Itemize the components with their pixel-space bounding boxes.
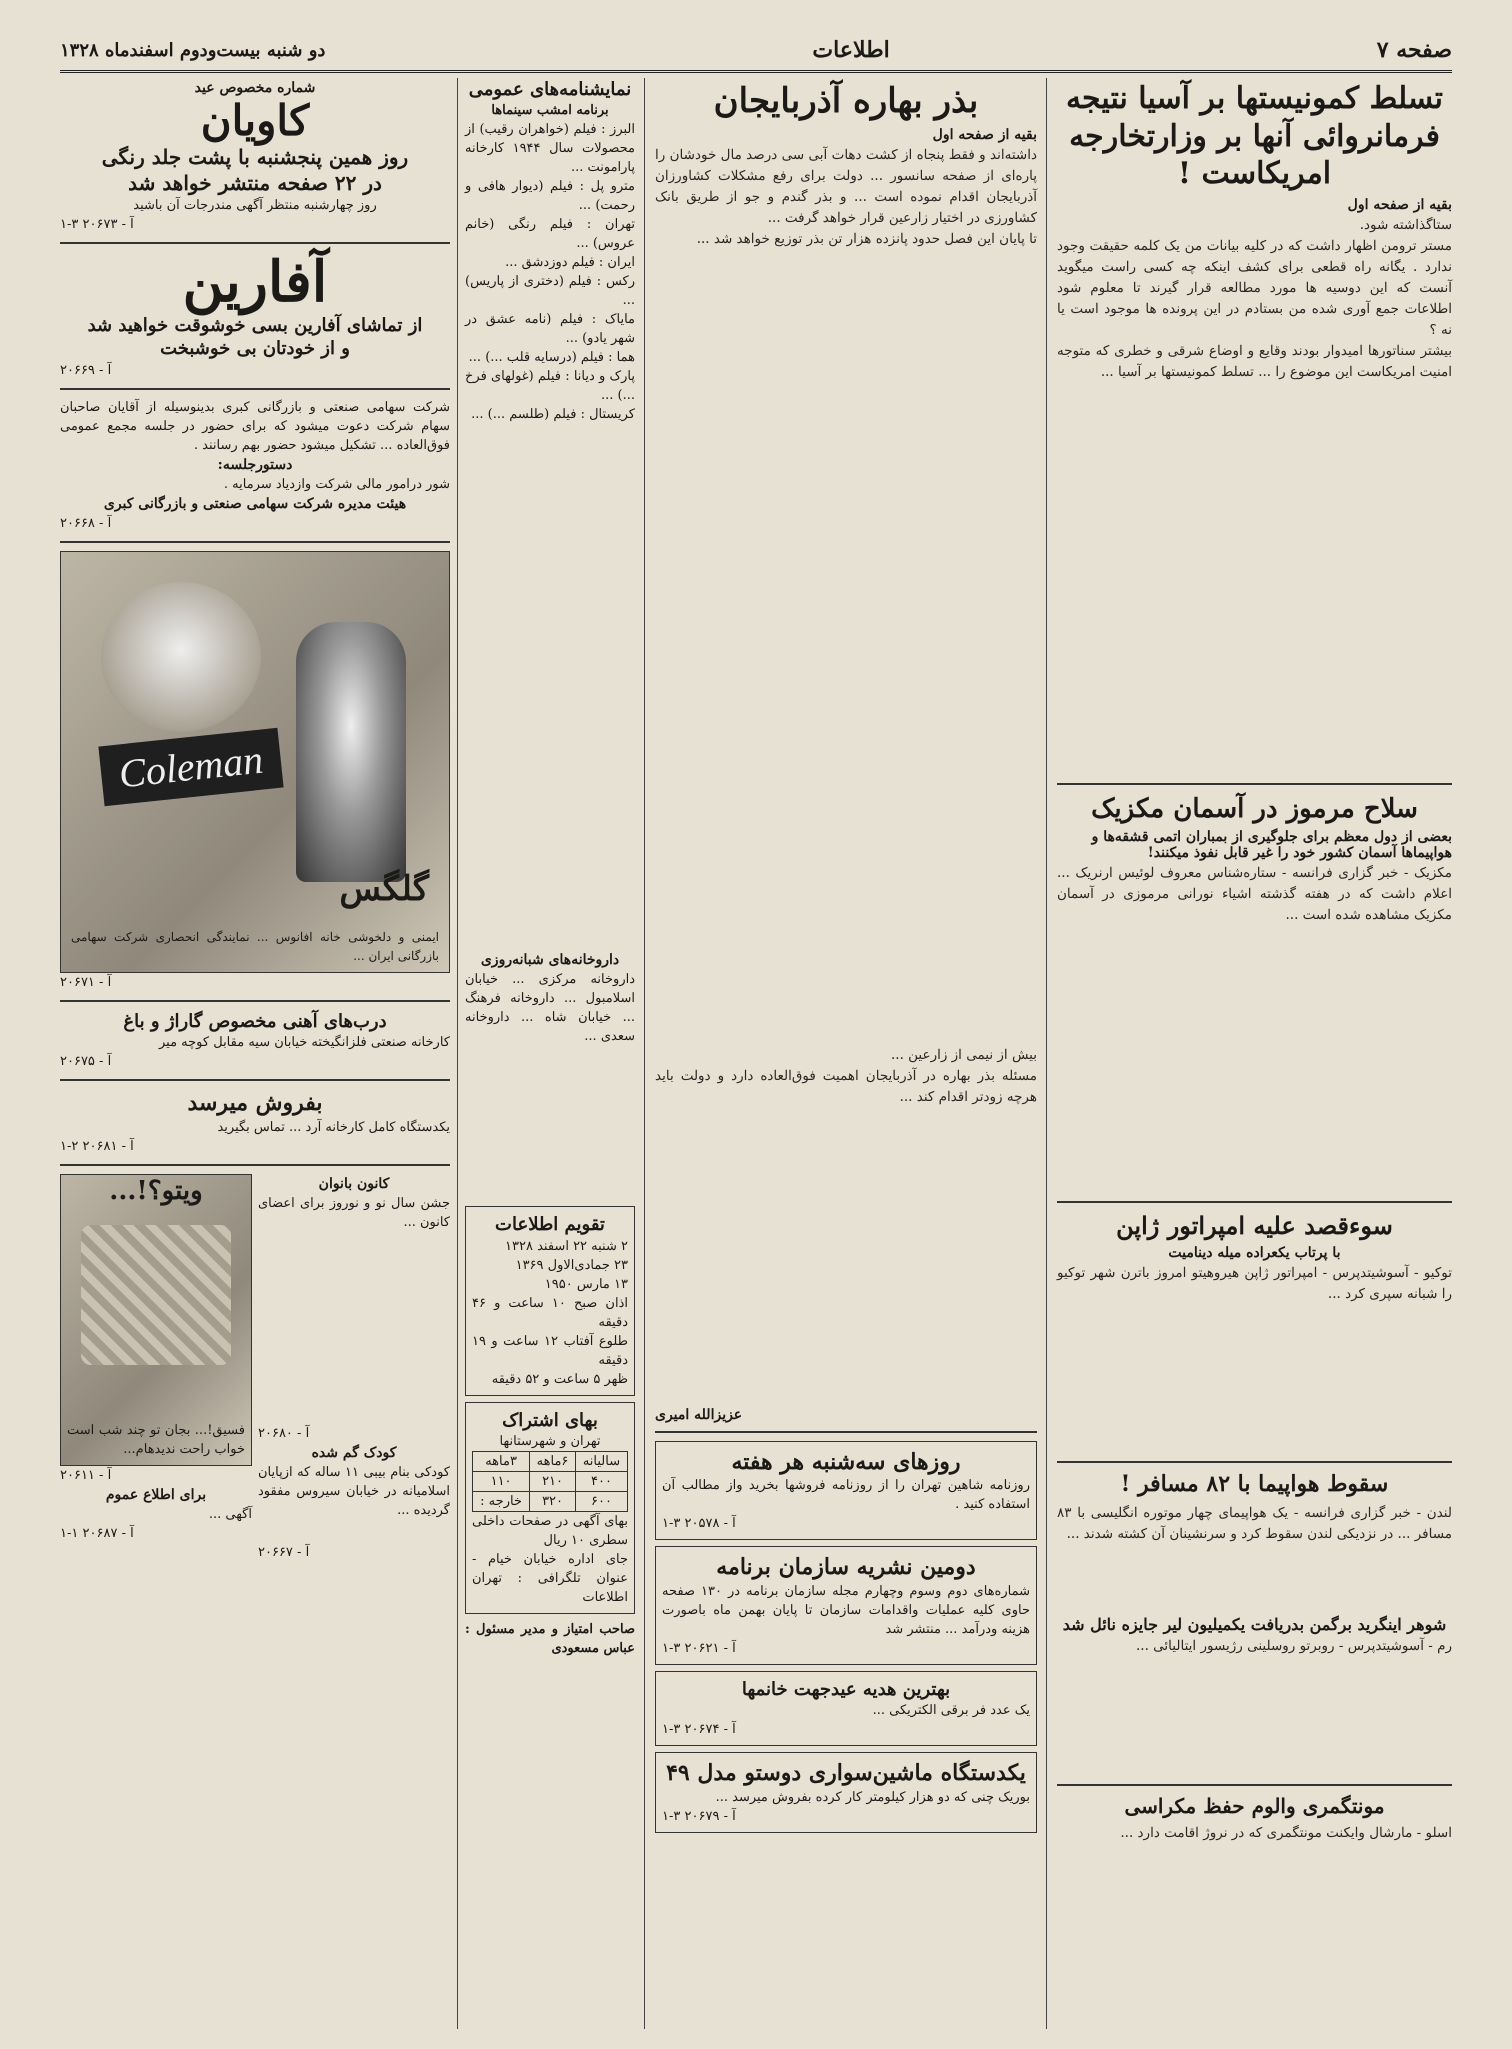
pharmacy-title: داروخانه‌های شبانه‌روزی [480,952,620,969]
divider [655,1431,1037,1433]
ad-plan-org [655,1546,1037,1665]
ad-code: آ - ۲۰۶۸۱ ۲-۱ [60,1138,134,1154]
ad-issue: شماره مخصوص عید [194,80,316,96]
ad-car [655,1752,1037,1833]
found-body: کودکی بنام بیبی ۱۱ ساله که ازپایان اسلامیانه در خیابان سیروس مفقود گردیده ... [258,1464,450,1518]
pharmacy-list: داروخانه مرکزی ... خیابان اسلامبول ... داروخانه فرهنگ ... خیابان شاه ... داروخانه سعدی ... [465,972,635,1045]
table-header: ۳ماهه [473,1452,530,1472]
gaz-title: گلگس [339,869,429,910]
table-header: سالیانه [575,1452,627,1472]
bottom-left-ads [60,1174,252,1562]
bottom-ads [60,1174,450,1562]
column-ads [60,78,450,2029]
divider [60,1079,450,1081]
article-body: لندن - خبر گزاری فرانسه - یک هواپیمای چهار موتوره انگلیسی با ۸۳ مسافر ... در نزدیکی لندن سقوط کرد و سرنشینان آن کشته شدند ... [1052,1504,1452,1542]
divider [1057,1461,1452,1463]
headline-azerbaijan: بذر بهاره آذربایجان [713,81,979,121]
ad-line: در ۲۲ صفحه منتشر خواهد شد [128,171,382,196]
table-cell: ۶۰۰ [575,1492,627,1512]
last-title: برای اطلاع عموم [105,1486,207,1503]
ad-code: آ - ۲۰۶۲۱ ۳-۱ [662,1640,736,1656]
woman-illustration [101,582,261,732]
article-body: بیش از نیمی از زارعین ... مسئله بذر بهاره در آذربایجان اهمیت فوق‌العاده دارد و دولت باید هرچه زودتر اقدام کند ... [655,1046,1037,1105]
ad-code: آ - ۲۰۶۸۷ ۱-۱ [60,1525,134,1541]
section-title: نمایشنامه‌های عمومی [468,79,632,100]
article-body: مکزیک - خبر گزاری فرانسه - ستاره‌شناس معروف لوئیس ارنریک ... اعلام داشت که در هفته گذشته اشیاء نورانی مرموزی در آسمان مکزیک مشاهده شده است ... [1052,865,1452,923]
ad-line: روز همین پنجشنبه با پشت جلد رنگی [101,145,409,170]
masthead [60,30,1452,73]
headline-asia: تسلط کمونیستها بر آسیا نتیجه فرمانروائی آنها بر وزارتخارجه امریکاست ! [1065,81,1444,191]
column-rule [457,78,458,2029]
ad-body: شماره‌های دوم وسوم وچهارم مجله سازمان برنامه در ۱۳۰ صفحه حاوی کلیه عملیات واقدامات سازمان تا پایان بهمن ماه باصورت هزینه ودرآمد ... منتشر شد [662,1583,1031,1637]
ad-code: آ - ۲۰۶۷۱ [60,974,112,990]
ad-code: آ - ۲۰۶۷۵ [60,1053,112,1069]
table-cell: ۱۱۰ [473,1472,530,1492]
divider [60,541,450,543]
headline-japan: سوءقصد علیه امپراتور ژاپن [1116,1211,1393,1240]
ad-body: بوریک چنی که دو هزار کیلومتر کار کرده بفروش میرسد ... [715,1789,1030,1805]
cartoon-title: ویتو؟!... [109,1175,203,1206]
ad-code: آ - ۲۰۵۷۸ ۳-۱ [662,1516,736,1532]
column-listings [465,78,635,2029]
column-news-1 [1052,78,1452,2029]
author-signature: عزیزالله امیری [655,1406,743,1423]
ad-title: بهترین هدیه عیدجهت خانمها [741,1678,951,1700]
ad-title: روزهای سه‌شنبه هر هفته [731,1448,961,1475]
ad-code: آ - ۲۰۶۱۱ [60,1467,112,1483]
article-body: ستاگذاشته شود. مستر ترومن اظهار داشت که در کلیه بیانات من یک کلمه حقیقت وجود ندارد . یگانه راه قطعی برای کشف اینکه چه کسی راست میگوید آنست که این دوسیه ها مورد مطالعه قرار گیرند تا معلوم شود اطلاعات جمع آوری شده من بستادم در این پرونده ها موجود است یا نه ؟ بیشتر سناتورها امیدوار بودند وقایع و اوضاع شرقی و خطری که متوجه امنیت امریکاست این موضوع را ... تسلط کمونیستها بر آسیا ... [1057,216,1452,380]
ad-code: آ - ۲۰۶۸۰ [258,1425,310,1441]
divider [1057,783,1452,785]
cartoon-caption: فسیق!... بجان تو چند شب است خواب راحت ندیدهام... [67,1422,245,1457]
divider [60,242,450,244]
calendar-title: تقویم اطلاعات [495,1214,605,1236]
page-label: صفحه ۷ [1376,37,1452,63]
section-subtitle: برنامه امشب سینماها [491,103,609,119]
issue-date: دو شنبه بیست‌ودوم اسفندماه ۱۳۲۸ [60,39,326,61]
paper-name: اطلاعات [812,37,890,63]
subscription-note: بهای آگهی در صفحات داخلی سطری ۱۰ ریال [472,1514,628,1549]
company-notice: شرکت سهامی صنعتی و بازرگانی کبری بدینوسیله از آقایان صاحبان سهام شرکت دعوت میشود که برای حضور در جلسه مجمع عمومی فوق‌العاده ... تشکیل میشود حضور بهم رسانند . [60,399,450,453]
ad-code: آ - ۲۰۶۷۴ ۳-۱ [662,1722,736,1738]
cartoon-illustration [81,1225,231,1365]
calendar-box [465,1206,635,1395]
article-body: توکیو - آسوشیتدپرس - امپراتور ژاپن هیروهیتو امروز باترن شهر توکیو را شبانه سپری کرد ... [1052,1265,1452,1302]
ad-code: آ - ۲۰۶۶۷ [258,1544,310,1560]
office-address: جای اداره خیابان خیام - عنوان تلگرافی : تهران اطلاعات [472,1552,628,1606]
divider [60,1000,450,1002]
gaz-body: ایمنی و دلخوشی خانه افانوس ... نمایندگی انحصاری شرکت سهامی بازرگانی ایران ... [71,929,439,963]
divider [1057,1201,1452,1203]
column-rule [1046,78,1047,2029]
ad-title: دومین نشریه سازمان برنامه [716,1554,976,1581]
agenda-label: دستورجلسه: [217,456,293,473]
ad-body: روزنامه شاهین تهران را از روزنامه فروشها بخرید واز مطالب آن استفاده کنید . [662,1478,1030,1513]
table-cell: ۴۰۰ [575,1472,627,1492]
table-header: ۶ماهه [530,1452,576,1472]
club-title: کانون بانوان [318,1175,390,1192]
subscription-title: بهای اشتراک [502,1409,598,1431]
subhead-mexico: بعضی از دول معظم برای جلوگیری از بمباران اتمی قشقه‌ها و هواپیماها آسمان کشور خود را غیر قابل نفوذ میکنند! [1091,829,1452,861]
headline-mexico: سلاح مرموز در آسمان مکزیک [1091,793,1418,824]
article-body: داشته‌اند و فقط پنجاه از کشت دهات آبی سی درصد مال خودشان را پاره‌ای از صفحه سانسور ... دولت برای رفع مشکلات کشاورزان آذربایجان اقدام نموده است ... و بذر گندم و جو از طریق بانک کشاورزی در اختیار زارعین قرار خواهد گرفت ... تا پایان این فصل حدود پانزده هزار تن بذر توزیع خواهد شد ... [655,146,1037,247]
subhead-japan: با پرتاب یکعراده میله دینامیت [1168,1245,1341,1261]
coleman-logo: Coleman [98,727,283,805]
ad-code: آ - ۲۰۶۷۹ ۳-۱ [662,1808,736,1824]
ad-shahin [655,1441,1037,1541]
continued-label: بقیه از صفحه اول [932,126,1037,143]
subscription-table [472,1451,628,1512]
subscription-box [465,1402,635,1614]
column-rule [644,78,645,2029]
ad-code: آ - ۲۰۶۷۳ ۳-۱ [60,217,134,233]
headline-montgomery: مونتگمری والوم حفظ مکراسی [1124,1793,1385,1818]
subscription-sub: تهران و شهرستانها [499,1434,601,1450]
agenda-body: شور درامور مالی شرکت وازدیاد سرمایه . [223,476,450,492]
coleman-ad-illustration [60,551,450,973]
ad-line: و از خودتان بی خوشبخت [160,338,350,360]
last-body: آگهی ... [208,1506,252,1522]
continued-label: بقیه از صفحه اول [1347,196,1452,213]
divider [1057,1784,1452,1786]
article-body: اسلو - مارشال وایکنت مونتگمری که در نروژ اقامت دارد ... [1120,1824,1452,1841]
article-body: رم - آسوشیتدپرس - روبرتو روسلینی رژیسور ایتالیائی ... [1135,1637,1452,1654]
ad-afarin-title: آفارین [182,249,328,316]
divider [60,1164,450,1166]
ad-code: آ - ۲۰۶۶۹ [60,362,112,378]
table-cell: ۳۲۰ [530,1492,576,1512]
table-cell: خارجه : [473,1492,530,1512]
doors-body: کارخانه صنعتی فلزانگیخته خیابان سیه مقابل کوچه میر [158,1034,450,1050]
cartoon-ad [60,1174,252,1466]
doors-title: درب‌های آهنی مخصوص گاراژ و باغ [123,1010,387,1032]
found-title: کودک گم شده [311,1444,397,1461]
headline-bergman: شوهر اینگرید برگمن بدریافت یکمیلیون لیر جایزه نائل شد [1062,1614,1447,1634]
ad-line: از تماشای آفارین بسی خوشوقت خواهید شد [87,314,423,336]
cinema-listings: البرز : فیلم (خواهران رقیب) از محصولات سال ۱۹۴۴ کارخانه پارامونت ... مترو پل : فیلم (دیوار هافی و رحمت) ... تهران : فیلم رنگی (خانم عروس) ... ایران : فیلم دوزدشق ... رکس : فیلم (دختری از پاریس) ... مایاک : فیلم (نامه عشق در شهر یادو) ... هما : فیلم (درسایه قلب ...) ... پارک و دیانا : فیلم (غولهای فرخ ...) ... کریستال : فیلم (طلسم ...) ... [465,122,635,423]
table-cell: ۲۱۰ [530,1472,576,1492]
ad-line: روز چهارشنبه منتظر آگهی مندرجات آن باشید [133,198,377,214]
lantern-illustration [296,622,406,882]
ad-gift [655,1671,1037,1746]
ad-kavian-title: کاویان [200,96,310,145]
column-news-2 [655,78,1037,2029]
club-body: جشن سال نو و نوروز برای اعضای کانون ... [258,1195,450,1230]
bottom-right-ads [258,1174,450,1562]
board-signature: هیئت مدیره شرکت سهامی صنعتی و بازرگانی کبری [103,495,407,512]
headline-plane: سقوط هواپیما با ۸۲ مسافر ! [1120,1471,1389,1497]
ad-body: یک عدد فر برقی الکتریکی ... [872,1703,1030,1719]
sale-body: یکدستگاه کامل کارخانه آرد ... تماس بگیرید [217,1119,450,1135]
calendar-body: ۲ شنبه ۲۲ اسفند ۱۳۲۸ ۲۳ جمادی‌الاول ۱۳۶۹ ۱۳ مارس ۱۹۵۰ اذان صبح ۱۰ ساعت و ۴۶ دقیقه طلوع آفتاب ۱۲ ساعت و ۱۹ دقیقه ظهر ۵ ساعت و ۵۲ دقیقه [472,1238,628,1387]
sale-title: بفروش میرسد [187,1089,323,1116]
ad-title: یکدستگاه ماشین‌سواری دوستو مدل ۴۹ [666,1760,1026,1787]
ad-code: آ - ۲۰۶۶۸ [60,515,112,531]
divider [60,388,450,390]
publisher-signature: صاحب امتیاز و مدیر مسئول : عباس مسعودی [465,1622,635,1657]
